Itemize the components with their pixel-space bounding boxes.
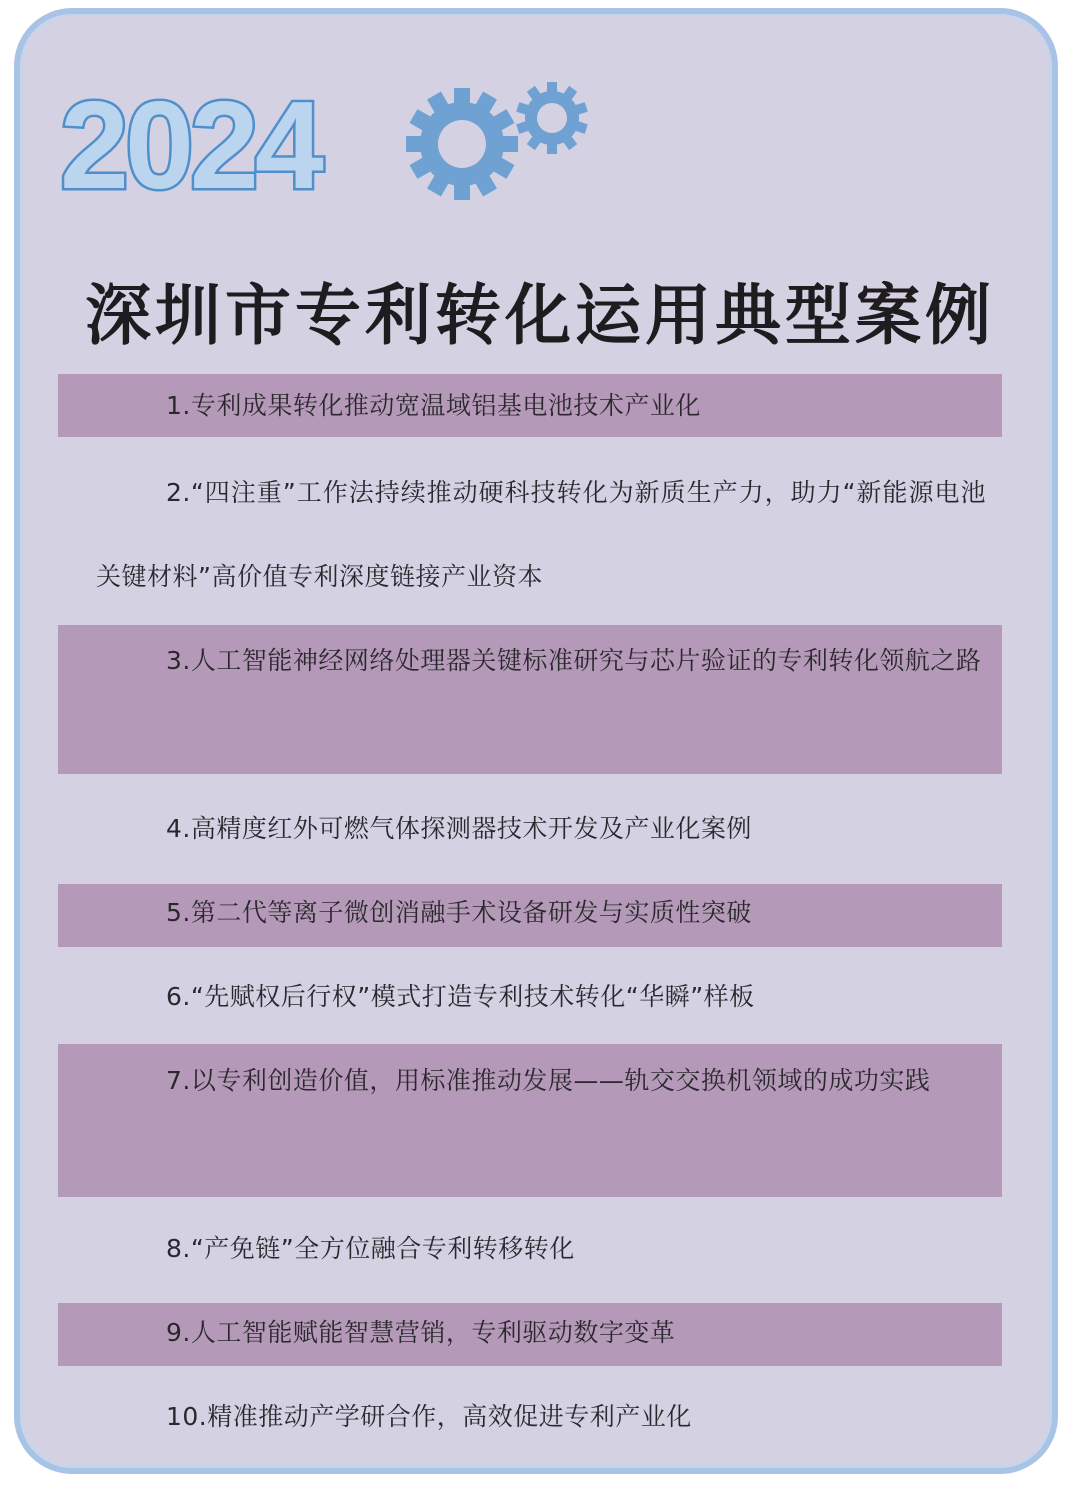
year-text: 2024 [60, 84, 320, 214]
case-item-3: 3.人工智能神经网络处理器关键标准研究与芯片验证的专利转化领航之路 [166, 646, 982, 675]
case-item-1: 1.专利成果转化推动宽温域铝基电池技术产业化 [166, 391, 701, 420]
case-item-9: 9.人工智能赋能智慧营销，专利驱动数字变革 [166, 1318, 676, 1347]
case-item-8: 8.“产免链”全方位融合专利转移转化 [166, 1234, 575, 1263]
small-gear-icon [516, 82, 588, 154]
case-item-6: 6.“先赋权后行权”模式打造专利技术转化“华瞬”样板 [166, 982, 755, 1011]
year-heading [58, 84, 388, 214]
case-item-5: 5.第二代等离子微创消融手术设备研发与实质性突破 [166, 898, 752, 927]
case-item-4: 4.高精度红外可燃气体探测器技术开发及产业化案例 [166, 814, 752, 843]
case-item-2: 2.“四注重”工作法持续推动硬科技转化为新质生产力，助力“新能源电池关键材料”高价值专利深度链接产业资本 [96, 478, 986, 591]
large-gear-icon [406, 88, 518, 200]
page-title: 深圳市专利转化运用典型案例 [85, 276, 995, 354]
gears-icon [398, 78, 598, 208]
case-item-7: 7.以专利创造价值，用标准推动发展——轨交交换机领域的成功实践 [166, 1066, 931, 1095]
case-item-10: 10.精准推动产学研合作，高效促进专利产业化 [166, 1402, 692, 1431]
